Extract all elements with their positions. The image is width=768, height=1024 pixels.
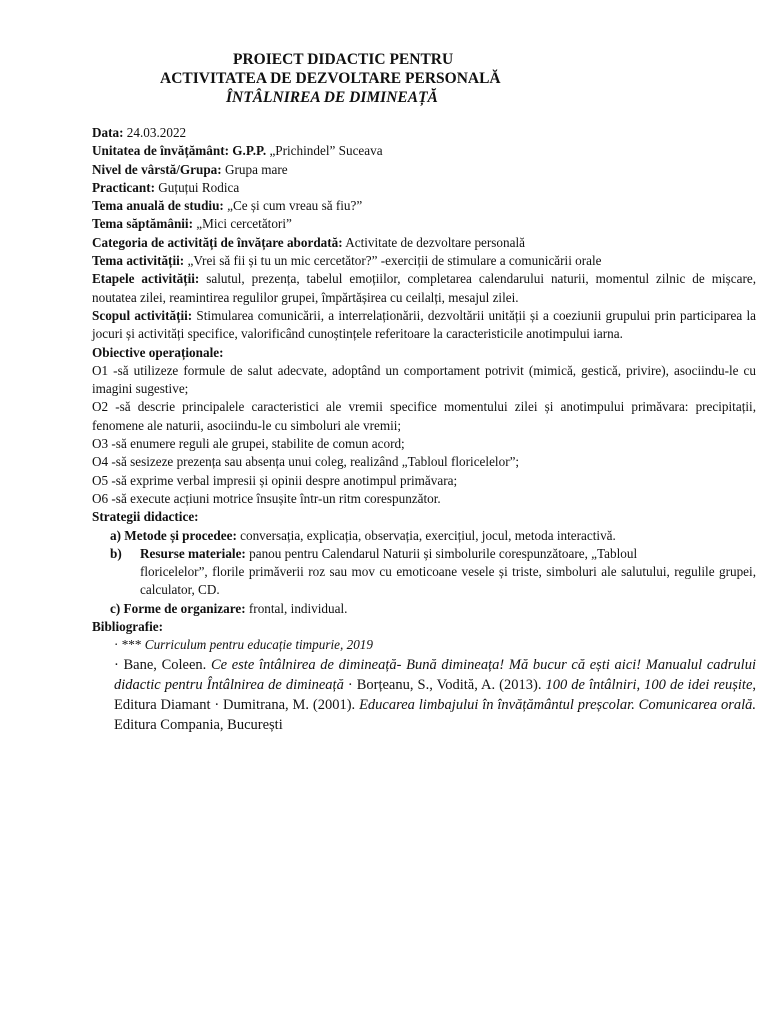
strategy-resources-value-rest: floricelelor”, florile primăverii roz sau mov cu emoticoane vesele și triste, simboluri ale salutului, regulile grupei, calculator, CD. bbox=[140, 564, 756, 598]
level-line bbox=[92, 161, 756, 179]
objective-item: O2 -să descrie principalele caracteristici ale vremii specifice momentului zilei și anotimpului primăvara: precipitații, fenomene ale naturii, asociindu-le cu simboluri ale vremii; bbox=[92, 399, 756, 433]
bibliography-entry bbox=[92, 636, 756, 654]
purpose-paragraph bbox=[92, 307, 756, 344]
category-line bbox=[92, 234, 756, 252]
objective-item: O3 -să enumere reguli ale grupei, stabilite de comun acord; bbox=[92, 436, 405, 452]
date-label: Data: bbox=[92, 125, 124, 140]
bibliography-entry2-part4: Editura Compania, București bbox=[114, 716, 283, 733]
unit-value: „Prichindel” Suceava bbox=[269, 143, 383, 159]
activity-theme-value: „Vrei să fii și tu un mic cercetător?” -exerciții de stimulare a comunicării orale bbox=[184, 253, 602, 269]
title-line-2: ACTIVITATEA DE DEZVOLTARE PERSONALĂ bbox=[160, 70, 501, 87]
activity-theme-line bbox=[92, 252, 756, 270]
annual-theme-value: „Ce și cum vreau să fiu?” bbox=[223, 198, 363, 214]
level-value: Grupa mare bbox=[221, 161, 288, 177]
category-label: Categoria de activități de învățare abordată: bbox=[92, 234, 343, 250]
strategy-methods-label: Metode și procedee: bbox=[124, 527, 237, 543]
date-line bbox=[92, 124, 756, 142]
practitioner-value: Guțuțui Rodica bbox=[154, 179, 240, 195]
annual-theme-line bbox=[92, 197, 756, 215]
bibliography-entry2-title: Ce este întâlnirea de dimineață- Bună dimineața! Mă bucur că ești aici! Manualul cadrului didactic pentru Întâlnirea de dimineață bbox=[114, 656, 756, 693]
unit-label: Unitatea de învățământ: G.P.P. bbox=[92, 143, 270, 159]
strategy-resources-label: Resurse materiale: bbox=[140, 545, 246, 561]
category-value: Activitate de dezvoltare personală bbox=[342, 234, 525, 250]
purpose-value: Stimularea comunicării, a interrelaționării, dezvoltării unității și a coeziunii grupului prin participarea la jocuri și activități specifice, valorificând cunoștințele referitoare la caracteristicile anotimpului iarna. bbox=[92, 307, 756, 342]
strategy-resources-value-first: panou pentru Calendarul Naturii și simbolurile corespunzătoare, „Tabloul bbox=[245, 545, 638, 561]
strategy-methods bbox=[92, 527, 756, 545]
strategy-methods-mark: a) bbox=[110, 527, 121, 543]
bibliography-entry bbox=[92, 655, 756, 735]
strategy-organization bbox=[92, 600, 756, 618]
level-label: Nivel de vârstă/Grupa: bbox=[92, 161, 222, 177]
weekly-theme-line bbox=[92, 215, 756, 233]
stages-value: salutul, prezența, tabelul emoțiilor, completarea calendarului naturii, momentul zilnic de mișcare, noutatea zilei, reamintirea regulilor grupei, împărtășirea cu ceilalți, mesajul zilei. bbox=[92, 271, 756, 305]
bibliography-entry2-title2: 100 de întâlniri, 100 de idei reușite bbox=[545, 676, 753, 693]
weekly-theme-value: „Mici cercetători” bbox=[193, 216, 292, 232]
strategy-organization-label: c) Forme de organizare: bbox=[110, 600, 246, 616]
bibliography-entry1-prefix: · *** bbox=[114, 637, 145, 653]
strategy-methods-value: conversația, explicația, observația, exercițiul, jocul, metoda interactivă. bbox=[236, 527, 616, 543]
document-body bbox=[92, 124, 756, 735]
unit-line bbox=[92, 142, 756, 160]
title-line-3: ÎNTÂLNIREA DE DIMINEAȚĂ bbox=[226, 89, 438, 106]
objective-item: O4 -să sesizeze prezența sau absența unui coleg, realizând „Tabloul floricelelor”; bbox=[92, 454, 520, 470]
strategy-resources bbox=[92, 545, 756, 600]
bibliography-entry2-part3: , Editura Diamant · Dumitrana, M. (2001). bbox=[114, 676, 757, 713]
title-line-1: PROIECT DIDACTIC PENTRU bbox=[233, 51, 454, 68]
strategies-list bbox=[92, 527, 756, 618]
strategy-organization-value: frontal, individual. bbox=[245, 600, 348, 616]
stages-paragraph bbox=[92, 270, 756, 307]
objective-item: O1 -să utilizeze formule de salut adecvate, adoptând un comportament potrivit (mimică, gestică, privire), asociindu-le cu imagini sugestive; bbox=[92, 362, 756, 397]
practitioner-line bbox=[92, 179, 756, 197]
bibliography-entry1-title: Curriculum pentru educație timpurie, 2019 bbox=[144, 637, 373, 653]
annual-theme-label: Tema anuală de studiu: bbox=[92, 198, 224, 214]
activity-theme-label: Tema activității: bbox=[92, 253, 185, 269]
stages-label: Etapele activității: bbox=[92, 271, 200, 287]
bibliography-entry2-title3: Educarea limbajului în învățământul preșcolar. Comunicarea orală. bbox=[359, 696, 756, 713]
objectives-heading: Obiective operaționale: bbox=[92, 344, 224, 360]
strategy-resources-mark: b) bbox=[110, 545, 122, 561]
purpose-label: Scopul activității: bbox=[92, 307, 193, 323]
practitioner-label: Practicant: bbox=[92, 179, 155, 195]
weekly-theme-label: Tema săptămânii: bbox=[92, 216, 193, 232]
bibliography-entry2-author: · Bane, Coleen. bbox=[114, 656, 211, 673]
objective-item: O6 -să execute acțiuni motrice însușite într-un ritm corespunzător. bbox=[92, 490, 441, 506]
bibliography-heading: Bibliografie: bbox=[92, 619, 164, 635]
bibliography-entry2-part2: · Borțeanu, S., Vodită, A. (2013). bbox=[343, 676, 546, 693]
strategies-heading: Strategii didactice: bbox=[92, 509, 199, 525]
objective-item: O5 -să exprime verbal impresii și opinii despre anotimpul primăvara; bbox=[92, 472, 458, 488]
date-value: 24.03.2022 bbox=[123, 125, 187, 140]
